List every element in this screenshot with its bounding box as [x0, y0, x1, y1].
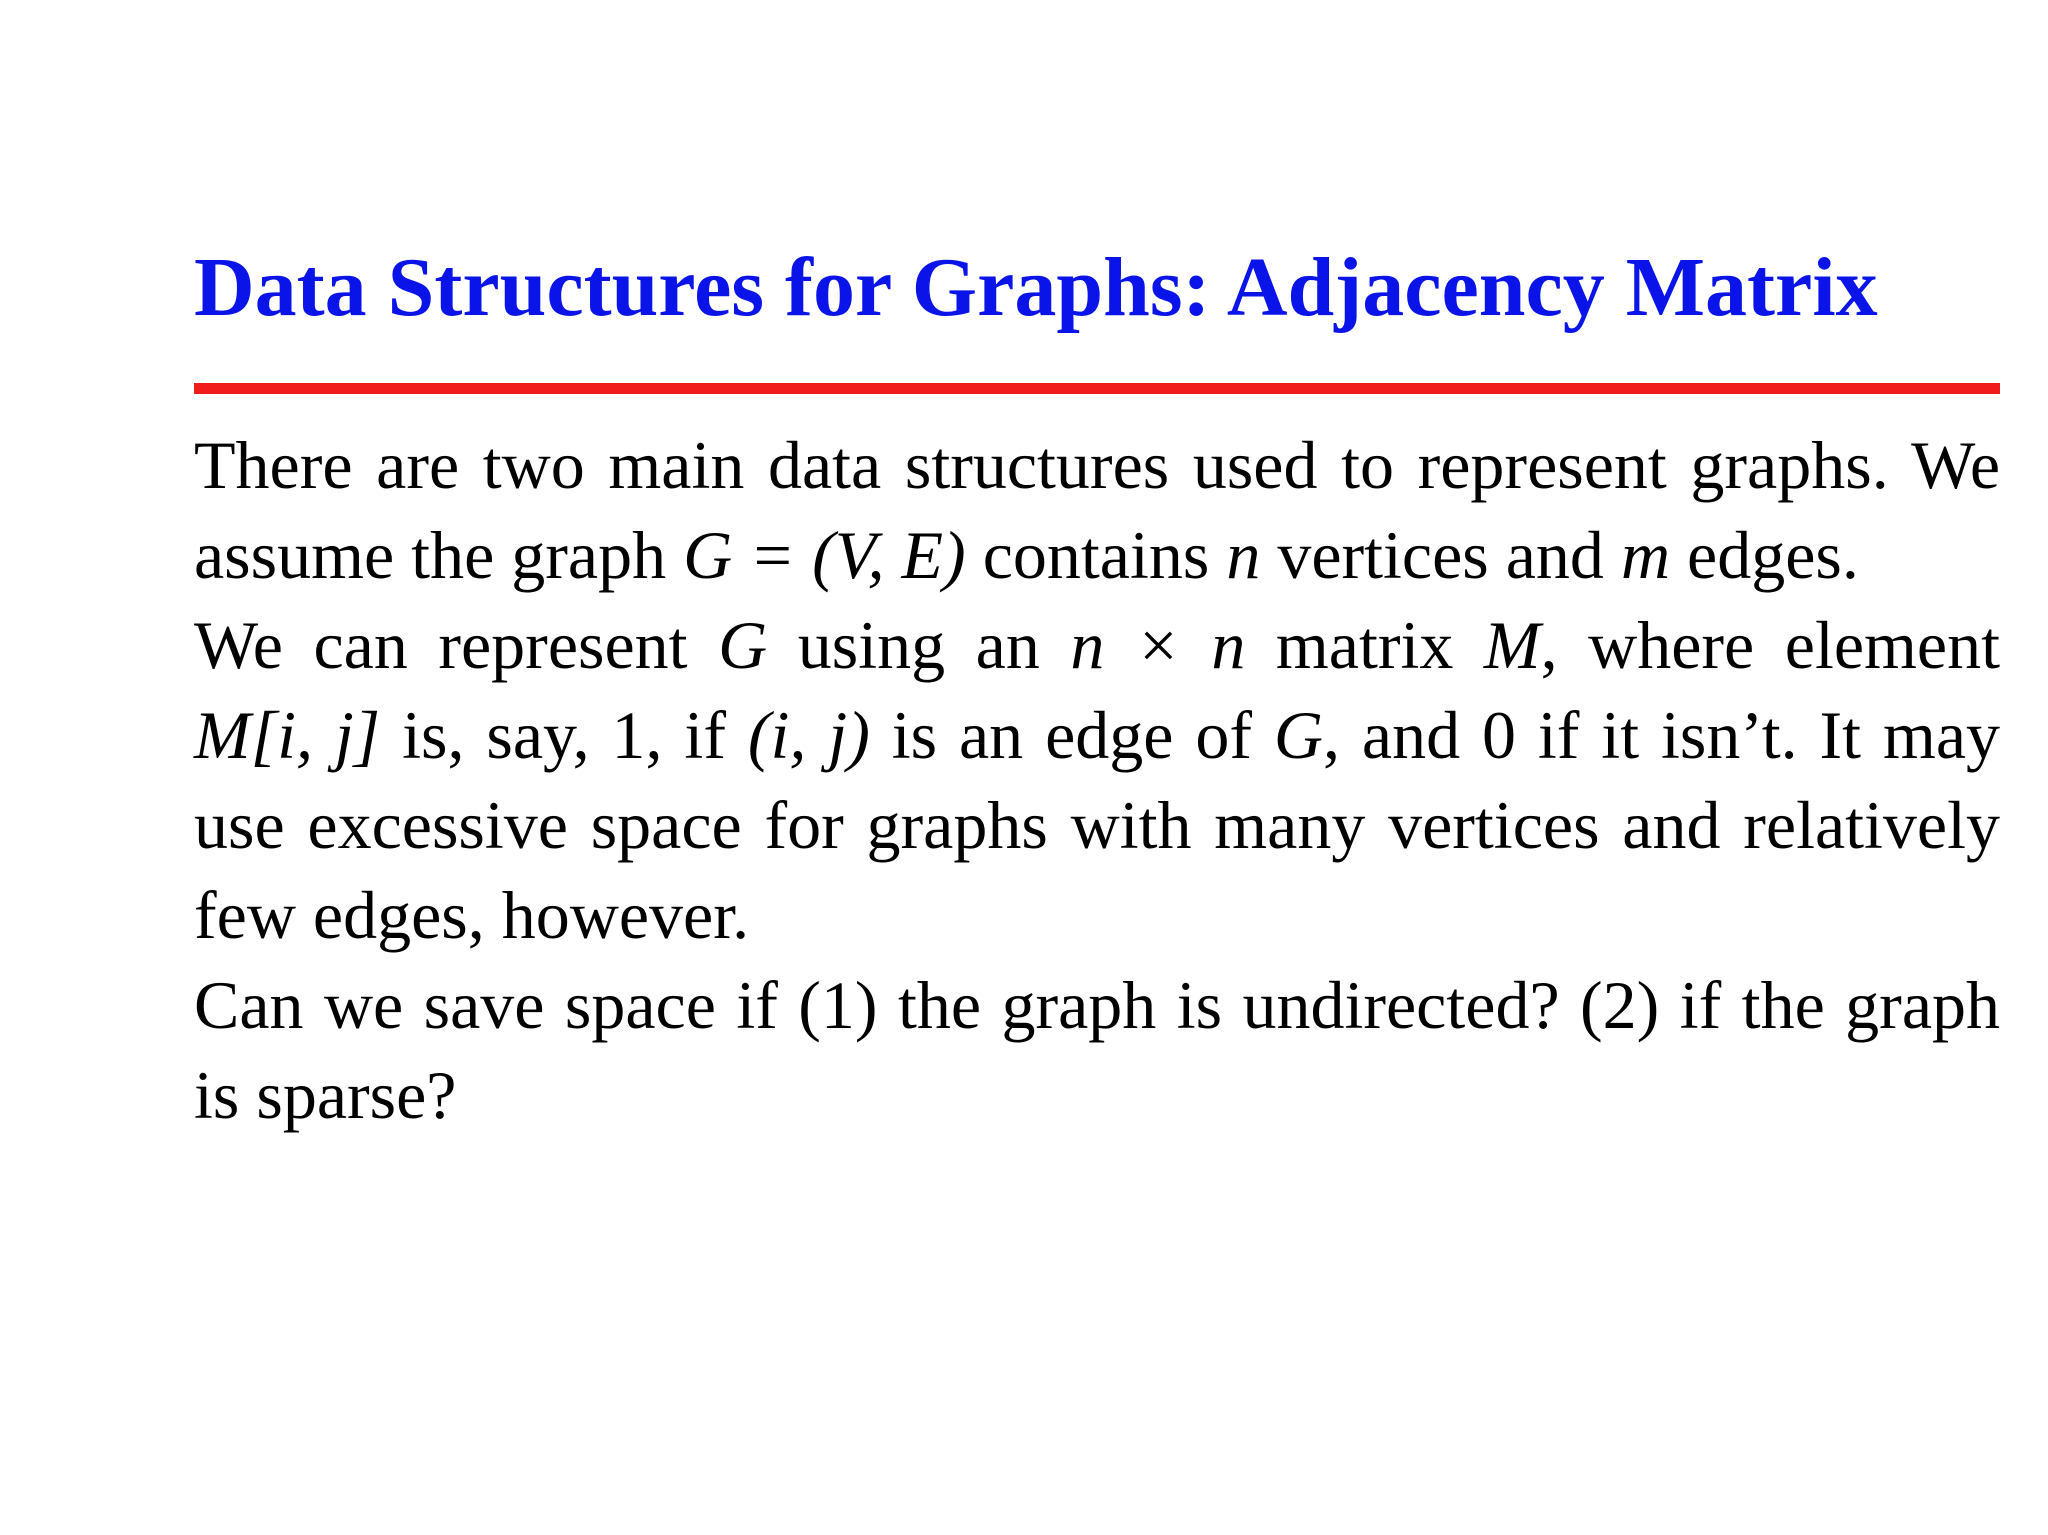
title-underline — [194, 383, 2000, 394]
slide-title: Data Structures for Graphs: Adjacency Matrix — [194, 241, 1878, 334]
text-run: matrix — [1245, 607, 1484, 683]
math-matrix: M — [1483, 607, 1541, 683]
paragraph-question — [194, 960, 2000, 1140]
math-edge-pair: (i, j) — [747, 697, 870, 773]
text-run: contains — [965, 517, 1227, 593]
text-run: using an — [767, 607, 1071, 683]
text-run: is an edge of — [869, 697, 1274, 773]
math-edge-count: m — [1620, 517, 1671, 593]
math-matrix-size: n × n — [1070, 607, 1246, 683]
math-graph-definition: G = (V, E) — [683, 517, 966, 593]
text-run: There are two main data structures used to represent graphs. We assume the graph — [194, 427, 2000, 593]
text-run: is, say, 1, if — [380, 697, 748, 773]
math-matrix-element: M[i, j] — [194, 697, 381, 773]
text-run: vertices and — [1260, 517, 1621, 593]
paragraph-graph-definition — [194, 420, 2000, 600]
math-vertex-count: n — [1226, 517, 1261, 593]
text-run: Can we save space if (1) the graph is undirected? (2) if the graph is sparse? — [194, 967, 2000, 1133]
text-run: edges. — [1670, 517, 1859, 593]
math-graph: G — [718, 607, 768, 683]
paragraph-matrix-representation — [194, 600, 2000, 960]
text-run: , and 0 if it isn’t. It may use excessive space for graphs with many vertices and relatively few edges, however. — [194, 697, 2001, 953]
slide-body — [194, 420, 2000, 1140]
text-run: We can represent — [194, 607, 719, 683]
text-run: , where element — [1540, 607, 2000, 683]
math-graph: G — [1273, 697, 1323, 773]
